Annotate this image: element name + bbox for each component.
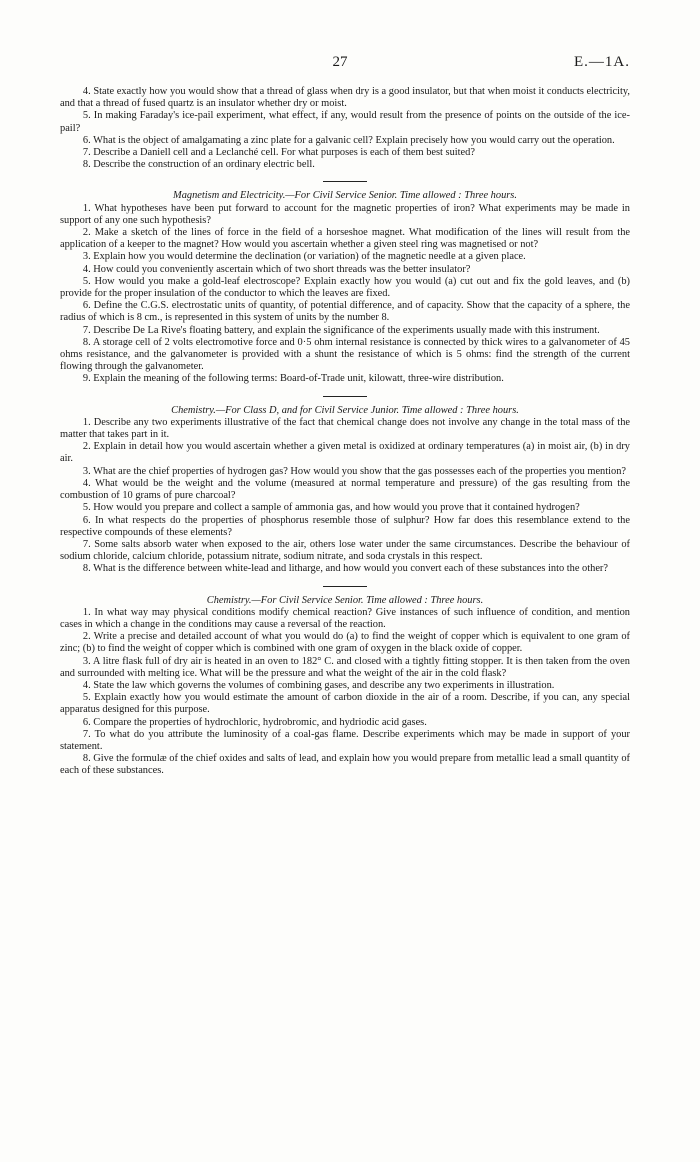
question: 2. Make a sketch of the lines of force in the field of a horseshoe magnet. What modification of the lines will result from the application of a keeper to the magnet? How would you ascertain whether a given steel ring was magnetised or not? <box>60 227 630 251</box>
section-magnetism-electricity <box>60 190 630 385</box>
section-divider <box>323 396 367 397</box>
document-code: E.—1A. <box>574 54 630 70</box>
question: 4. What would be the weight and the volume (measured at normal temperature and pressure) of the gas resulting from the combustion of 10 grams of pure charcoal? <box>60 477 630 502</box>
question: 6. Compare the properties of hydrochloric, hydrobromic, and hydriodic acid gases. <box>82 716 427 728</box>
question: 8. Describe the construction of an ordinary electric bell. <box>82 159 315 171</box>
question: 9. Explain the meaning of the following terms: Board-of-Trade unit, kilowatt, three-wire distribution. <box>82 373 504 385</box>
question: 1. What hypotheses have been put forward to account for the magnetic properties of iron? What experiments may be made in support of any one such hypothesis? <box>60 202 630 226</box>
section-divider <box>323 586 367 587</box>
question: 4. State exactly how you would show that a thread of glass when dry is a good insulator, but that when moist it conducts electricity, and that a thread of fused quartz is an insulator whether dry or moist. <box>60 86 630 110</box>
question: 5. How would you prepare and collect a sample of ammonia gas, and how would you prove that it contained hydrogen? <box>82 502 580 514</box>
question: 3. What are the chief properties of hydrogen gas? How would you show that the gas possesses each of the properties you mention? <box>82 465 627 477</box>
question: 6. In what respects do the properties of phosphorus resemble those of sulphur? How far does this resemblance extend to the respective compounds of these elements? <box>60 514 630 538</box>
question: 7. Describe De La Rive's floating battery, and explain the significance of the experiments usually made with this instrument. <box>82 324 600 336</box>
question: 5. In making Faraday's ice-pail experiment, what effect, if any, would result from the presence of points on the outside of the ice-pail? <box>60 110 630 134</box>
question: 2. Write a precise and detailed account of what you would do (a) to find the weight of copper which is equivalent to one gram of zinc; (b) to find the weight of copper which is combined with one gram of oxygen in the black oxide of copper. <box>60 631 630 655</box>
section-heading: Chemistry.—For Class D, and for Civil Service Junior. Time allowed : Three hours. <box>171 404 519 416</box>
section-chemistry-senior <box>60 595 630 778</box>
section-heading: Magnetism and Electricity.—For Civil Service Senior. Time allowed : Three hours. <box>173 190 517 202</box>
question: 1. In what way may physical conditions modify chemical reaction? Give instances of such influence of condition, and mention cases in which a change in the conditions may cause a reversal of the reaction. <box>60 606 630 630</box>
question: 5. How would you make a gold-leaf electroscope? Explain exactly how you would (a) cut out and fix the gold leaves, and (b) provide for the proper insulation of the conductor to which the leaves are fixed. <box>60 275 630 300</box>
question: 6. Define the C.G.S. electrostatic units of quantity, of potential difference, and of capacity. Show that the capacity of a sphere, the radius of which is 8 cm., is represented in this system of units by the number 8. <box>60 300 630 324</box>
question: 8. A storage cell of 2 volts electromotive force and 0·5 ohm internal resistance is connected by thick wires to a galvanometer of 45 ohms resistance, and the galvanometer is provided with a shunt the resistance of which is 5 ohms: find the strength of the current flowing through the galvanometer. <box>60 336 630 373</box>
questions-continued <box>60 86 630 171</box>
question: 3. Explain how you would determine the declination (or variation) of the magnetic needle at a given place. <box>82 251 526 263</box>
section-divider <box>323 181 367 182</box>
question: 1. Describe any two experiments illustrative of the fact that chemical change does not involve any change in the total mass of the matter that takes part in it. <box>60 416 630 441</box>
question: 4. State the law which governs the volumes of combining gases, and describe any two experiments in illustration. <box>82 679 555 691</box>
question: 8. What is the difference between white-lead and litharge, and how would you convert each of these substances into the other? <box>82 563 609 575</box>
question: 8. Give the formulæ of the chief oxides and salts of lead, and explain how you would prepare from metallic lead a small quantity of each of these substances. <box>60 753 630 777</box>
page-number: 27 <box>332 54 348 70</box>
section-heading: Chemistry.—For Civil Service Senior. Time allowed : Three hours. <box>206 594 484 606</box>
page-body <box>60 86 630 778</box>
question: 7. Some salts absorb water when exposed to the air, others lose water under the same circumstances. Describe the behaviour of sodium chloride, calcium chloride, potassium nitrate, sodium nitrate, and soda crystals in this respect. <box>60 538 630 563</box>
question: 3. A litre flask full of dry air is heated in an oven to 182° C. and closed with a tightly fitting stopper. It is then taken from the oven and surrounded with melting ice. What will be the pressure and what the weight of the air in the cold flask? <box>60 655 630 679</box>
question: 2. Explain in detail how you would ascertain whether a given metal is oxidized at ordinary temperatures (a) in moist air, (b) in dry air. <box>60 441 630 465</box>
section-chemistry-junior <box>60 405 630 576</box>
question: 5. Explain exactly how you would estimate the amount of carbon dioxide in the air of a room. Describe, if you can, any special apparatus designed for this purpose. <box>60 692 630 716</box>
question: 7. Describe a Daniell cell and a Leclanché cell. For what purposes is each of them best suited? <box>82 147 475 159</box>
question: 6. What is the object of amalgamating a zinc plate for a galvanic cell? Explain precisely how you would carry out the operation. <box>82 134 615 146</box>
question: 4. How could you conveniently ascertain which of two short threads was the better insulator? <box>82 263 471 275</box>
question: 7. To what do you attribute the luminosity of a coal-gas flame. Describe experiments which may be made in support of your statement. <box>60 728 630 752</box>
